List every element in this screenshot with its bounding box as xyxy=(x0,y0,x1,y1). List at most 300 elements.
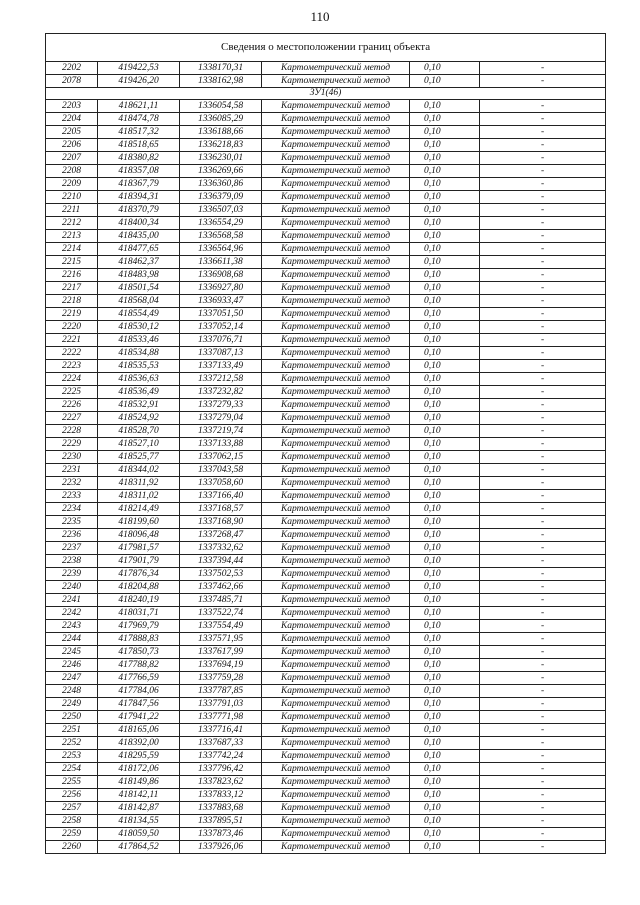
coordinate-y: 1337687,33 xyxy=(180,737,262,750)
point-number: 2223 xyxy=(46,360,98,373)
accuracy-cell: 0,10 xyxy=(410,581,480,594)
method-cell: Картометрический метод xyxy=(262,516,410,529)
table-title-row xyxy=(46,34,606,62)
table-row xyxy=(46,568,606,581)
note-cell: - xyxy=(480,815,606,828)
accuracy-cell: 0,10 xyxy=(410,165,480,178)
coordinate-y: 1337043,58 xyxy=(180,464,262,477)
coordinate-y: 1337168,90 xyxy=(180,516,262,529)
point-number: 2258 xyxy=(46,815,98,828)
note-cell: - xyxy=(480,438,606,451)
table-title: Сведения о местоположении границ объекта xyxy=(46,34,606,62)
coordinate-x: 418528,70 xyxy=(98,425,180,438)
coordinate-y: 1337462,66 xyxy=(180,581,262,594)
table-row xyxy=(46,139,606,152)
method-cell: Картометрический метод xyxy=(262,204,410,217)
point-number: 2236 xyxy=(46,529,98,542)
table-row xyxy=(46,438,606,451)
coordinate-y: 1338162,98 xyxy=(180,75,262,88)
point-number: 2219 xyxy=(46,308,98,321)
coordinate-y: 1337791,03 xyxy=(180,698,262,711)
coordinate-x: 418165,06 xyxy=(98,724,180,737)
note-cell: - xyxy=(480,425,606,438)
point-number: 2251 xyxy=(46,724,98,737)
point-number: 2212 xyxy=(46,217,98,230)
point-number: 2247 xyxy=(46,672,98,685)
accuracy-cell: 0,10 xyxy=(410,633,480,646)
coordinate-x: 418134,55 xyxy=(98,815,180,828)
coordinate-y: 1337873,46 xyxy=(180,828,262,841)
coordinate-y: 1336568,58 xyxy=(180,230,262,243)
accuracy-cell: 0,10 xyxy=(410,620,480,633)
method-cell: Картометрический метод xyxy=(262,698,410,711)
point-number: 2257 xyxy=(46,802,98,815)
point-number: 2207 xyxy=(46,152,98,165)
coordinate-y: 1336230,01 xyxy=(180,152,262,165)
coordinate-x: 417864,52 xyxy=(98,841,180,854)
note-cell: - xyxy=(480,802,606,815)
method-cell: Картометрический метод xyxy=(262,75,410,88)
coordinate-y: 1336188,66 xyxy=(180,126,262,139)
table-row xyxy=(46,126,606,139)
accuracy-cell: 0,10 xyxy=(410,841,480,854)
coordinate-y: 1337051,50 xyxy=(180,308,262,321)
coordinate-x: 418530,12 xyxy=(98,321,180,334)
coordinate-y: 1336507,03 xyxy=(180,204,262,217)
note-cell: - xyxy=(480,139,606,152)
boundary-table xyxy=(45,33,606,854)
accuracy-cell: 0,10 xyxy=(410,451,480,464)
coordinate-y: 1336927,80 xyxy=(180,282,262,295)
coordinate-x: 418621,11 xyxy=(98,100,180,113)
note-cell: - xyxy=(480,191,606,204)
accuracy-cell: 0,10 xyxy=(410,126,480,139)
coordinate-x: 417969,79 xyxy=(98,620,180,633)
point-number: 2249 xyxy=(46,698,98,711)
coordinate-y: 1337133,49 xyxy=(180,360,262,373)
point-number: 2259 xyxy=(46,828,98,841)
point-number: 2205 xyxy=(46,126,98,139)
accuracy-cell: 0,10 xyxy=(410,789,480,802)
table-row xyxy=(46,347,606,360)
note-cell: - xyxy=(480,490,606,503)
coordinate-y: 1337771,98 xyxy=(180,711,262,724)
coordinate-x: 418474,78 xyxy=(98,113,180,126)
table-row xyxy=(46,451,606,464)
coordinate-y: 1336054,58 xyxy=(180,100,262,113)
coordinate-y: 1337571,95 xyxy=(180,633,262,646)
method-cell: Картометрический метод xyxy=(262,776,410,789)
coordinate-x: 418525,77 xyxy=(98,451,180,464)
coordinate-x: 418501,54 xyxy=(98,282,180,295)
coordinate-x: 418295,59 xyxy=(98,750,180,763)
coordinate-x: 418199,60 xyxy=(98,516,180,529)
accuracy-cell: 0,10 xyxy=(410,815,480,828)
coordinate-x: 418142,87 xyxy=(98,802,180,815)
note-cell: - xyxy=(480,152,606,165)
accuracy-cell: 0,10 xyxy=(410,542,480,555)
coordinate-x: 418370,79 xyxy=(98,204,180,217)
table-row xyxy=(46,815,606,828)
accuracy-cell: 0,10 xyxy=(410,230,480,243)
coordinate-y: 1337168,57 xyxy=(180,503,262,516)
note-cell: - xyxy=(480,204,606,217)
table-row xyxy=(46,321,606,334)
method-cell: Картометрический метод xyxy=(262,451,410,464)
coordinate-y: 1337796,42 xyxy=(180,763,262,776)
coordinate-x: 418059,50 xyxy=(98,828,180,841)
method-cell: Картометрический метод xyxy=(262,490,410,503)
method-cell: Картометрический метод xyxy=(262,646,410,659)
note-cell: - xyxy=(480,113,606,126)
note-cell: - xyxy=(480,334,606,347)
table-row xyxy=(46,542,606,555)
note-cell: - xyxy=(480,321,606,334)
table-row xyxy=(46,607,606,620)
coordinate-x: 418527,10 xyxy=(98,438,180,451)
point-number: 2239 xyxy=(46,568,98,581)
coordinate-y: 1337058,60 xyxy=(180,477,262,490)
table-row xyxy=(46,841,606,854)
accuracy-cell: 0,10 xyxy=(410,750,480,763)
coordinate-y: 1337133,88 xyxy=(180,438,262,451)
table-row xyxy=(46,672,606,685)
coordinate-x: 418534,88 xyxy=(98,347,180,360)
point-number: 2210 xyxy=(46,191,98,204)
table-row xyxy=(46,217,606,230)
coordinate-x: 418357,08 xyxy=(98,165,180,178)
accuracy-cell: 0,10 xyxy=(410,373,480,386)
point-number: 2252 xyxy=(46,737,98,750)
accuracy-cell: 0,10 xyxy=(410,217,480,230)
note-cell: - xyxy=(480,789,606,802)
accuracy-cell: 0,10 xyxy=(410,646,480,659)
note-cell: - xyxy=(480,776,606,789)
note-cell: - xyxy=(480,347,606,360)
table-row xyxy=(46,256,606,269)
table-row xyxy=(46,737,606,750)
coordinate-x: 419422,53 xyxy=(98,62,180,75)
section-row xyxy=(46,88,606,100)
note-cell: - xyxy=(480,529,606,542)
accuracy-cell: 0,10 xyxy=(410,490,480,503)
point-number: 2227 xyxy=(46,412,98,425)
coordinate-y: 1337883,68 xyxy=(180,802,262,815)
table-row xyxy=(46,282,606,295)
coordinate-y: 1337166,40 xyxy=(180,490,262,503)
coordinate-y: 1336611,38 xyxy=(180,256,262,269)
accuracy-cell: 0,10 xyxy=(410,776,480,789)
note-cell: - xyxy=(480,178,606,191)
table-row xyxy=(46,295,606,308)
point-number: 2224 xyxy=(46,373,98,386)
coordinate-x: 418344,02 xyxy=(98,464,180,477)
method-cell: Картометрический метод xyxy=(262,230,410,243)
table-row xyxy=(46,724,606,737)
note-cell: - xyxy=(480,516,606,529)
point-number: 2235 xyxy=(46,516,98,529)
table-row xyxy=(46,516,606,529)
method-cell: Картометрический метод xyxy=(262,672,410,685)
method-cell: Картометрический метод xyxy=(262,412,410,425)
coordinate-y: 1336379,09 xyxy=(180,191,262,204)
point-number: 2243 xyxy=(46,620,98,633)
section-label: ЗУ1(46) xyxy=(46,88,606,100)
method-cell: Картометрический метод xyxy=(262,438,410,451)
table-row xyxy=(46,152,606,165)
note-cell: - xyxy=(480,75,606,88)
coordinate-x: 418435,00 xyxy=(98,230,180,243)
note-cell: - xyxy=(480,295,606,308)
method-cell: Картометрический метод xyxy=(262,399,410,412)
accuracy-cell: 0,10 xyxy=(410,503,480,516)
coordinate-y: 1336933,47 xyxy=(180,295,262,308)
point-number: 2211 xyxy=(46,204,98,217)
accuracy-cell: 0,10 xyxy=(410,802,480,815)
coordinate-y: 1336564,96 xyxy=(180,243,262,256)
coordinate-y: 1337742,24 xyxy=(180,750,262,763)
method-cell: Картометрический метод xyxy=(262,763,410,776)
table-row xyxy=(46,503,606,516)
accuracy-cell: 0,10 xyxy=(410,607,480,620)
note-cell: - xyxy=(480,412,606,425)
note-cell: - xyxy=(480,360,606,373)
table-row xyxy=(46,750,606,763)
coordinate-y: 1337617,99 xyxy=(180,646,262,659)
point-number: 2218 xyxy=(46,295,98,308)
note-cell: - xyxy=(480,685,606,698)
table-row xyxy=(46,659,606,672)
coordinate-x: 418517,32 xyxy=(98,126,180,139)
table-row xyxy=(46,698,606,711)
note-cell: - xyxy=(480,828,606,841)
coordinate-y: 1337895,51 xyxy=(180,815,262,828)
accuracy-cell: 0,10 xyxy=(410,477,480,490)
point-number: 2203 xyxy=(46,100,98,113)
coordinate-x: 418462,37 xyxy=(98,256,180,269)
method-cell: Картометрический метод xyxy=(262,62,410,75)
accuracy-cell: 0,10 xyxy=(410,828,480,841)
table-row xyxy=(46,776,606,789)
method-cell: Картометрический метод xyxy=(262,633,410,646)
note-cell: - xyxy=(480,308,606,321)
method-cell: Картометрический метод xyxy=(262,789,410,802)
table-row xyxy=(46,555,606,568)
method-cell: Картометрический метод xyxy=(262,139,410,152)
point-number: 2238 xyxy=(46,555,98,568)
table-row xyxy=(46,802,606,815)
method-cell: Картометрический метод xyxy=(262,321,410,334)
note-cell: - xyxy=(480,659,606,672)
point-number: 2230 xyxy=(46,451,98,464)
method-cell: Картометрический метод xyxy=(262,555,410,568)
method-cell: Картометрический метод xyxy=(262,100,410,113)
point-number: 2221 xyxy=(46,334,98,347)
table-row xyxy=(46,308,606,321)
method-cell: Картометрический метод xyxy=(262,425,410,438)
point-number: 2214 xyxy=(46,243,98,256)
coordinate-y: 1337554,49 xyxy=(180,620,262,633)
method-cell: Картометрический метод xyxy=(262,529,410,542)
point-number: 2220 xyxy=(46,321,98,334)
table-row xyxy=(46,412,606,425)
point-number: 2209 xyxy=(46,178,98,191)
accuracy-cell: 0,10 xyxy=(410,555,480,568)
table-row xyxy=(46,165,606,178)
accuracy-cell: 0,10 xyxy=(410,62,480,75)
method-cell: Картометрический метод xyxy=(262,165,410,178)
point-number: 2242 xyxy=(46,607,98,620)
note-cell: - xyxy=(480,646,606,659)
method-cell: Картометрический метод xyxy=(262,659,410,672)
coordinate-y: 1336269,66 xyxy=(180,165,262,178)
method-cell: Картометрический метод xyxy=(262,828,410,841)
coordinate-x: 418096,48 xyxy=(98,529,180,542)
point-number: 2260 xyxy=(46,841,98,854)
coordinate-x: 418380,82 xyxy=(98,152,180,165)
coordinate-x: 418483,98 xyxy=(98,269,180,282)
point-number: 2240 xyxy=(46,581,98,594)
note-cell: - xyxy=(480,607,606,620)
point-number: 2255 xyxy=(46,776,98,789)
coordinate-y: 1337394,44 xyxy=(180,555,262,568)
point-number: 2233 xyxy=(46,490,98,503)
point-number: 2246 xyxy=(46,659,98,672)
method-cell: Картометрический метод xyxy=(262,282,410,295)
table-row xyxy=(46,633,606,646)
point-number: 2213 xyxy=(46,230,98,243)
coordinate-y: 1337268,47 xyxy=(180,529,262,542)
table-row xyxy=(46,269,606,282)
note-cell: - xyxy=(480,568,606,581)
point-number: 2244 xyxy=(46,633,98,646)
note-cell: - xyxy=(480,373,606,386)
coordinate-x: 418031,71 xyxy=(98,607,180,620)
coordinate-x: 417888,83 xyxy=(98,633,180,646)
point-number: 2222 xyxy=(46,347,98,360)
accuracy-cell: 0,10 xyxy=(410,308,480,321)
table-row xyxy=(46,373,606,386)
method-cell: Картометрический метод xyxy=(262,269,410,282)
note-cell: - xyxy=(480,399,606,412)
accuracy-cell: 0,10 xyxy=(410,568,480,581)
method-cell: Картометрический метод xyxy=(262,750,410,763)
accuracy-cell: 0,10 xyxy=(410,113,480,126)
coordinate-y: 1337332,62 xyxy=(180,542,262,555)
point-number: 2078 xyxy=(46,75,98,88)
accuracy-cell: 0,10 xyxy=(410,321,480,334)
method-cell: Картометрический метод xyxy=(262,724,410,737)
accuracy-cell: 0,10 xyxy=(410,594,480,607)
method-cell: Картометрический метод xyxy=(262,815,410,828)
table-row xyxy=(46,334,606,347)
coordinate-x: 418204,88 xyxy=(98,581,180,594)
accuracy-cell: 0,10 xyxy=(410,672,480,685)
accuracy-cell: 0,10 xyxy=(410,516,480,529)
method-cell: Картометрический метод xyxy=(262,568,410,581)
table-row xyxy=(46,191,606,204)
note-cell: - xyxy=(480,555,606,568)
note-cell: - xyxy=(480,542,606,555)
note-cell: - xyxy=(480,633,606,646)
coordinate-x: 418533,46 xyxy=(98,334,180,347)
point-number: 2245 xyxy=(46,646,98,659)
accuracy-cell: 0,10 xyxy=(410,659,480,672)
accuracy-cell: 0,10 xyxy=(410,269,480,282)
table-row xyxy=(46,646,606,659)
point-number: 2206 xyxy=(46,139,98,152)
note-cell: - xyxy=(480,100,606,113)
method-cell: Картометрический метод xyxy=(262,685,410,698)
table-row xyxy=(46,464,606,477)
method-cell: Картометрический метод xyxy=(262,737,410,750)
table-row xyxy=(46,763,606,776)
method-cell: Картометрический метод xyxy=(262,113,410,126)
accuracy-cell: 0,10 xyxy=(410,724,480,737)
point-number: 2215 xyxy=(46,256,98,269)
accuracy-cell: 0,10 xyxy=(410,191,480,204)
coordinate-x: 418477,65 xyxy=(98,243,180,256)
accuracy-cell: 0,10 xyxy=(410,711,480,724)
coordinate-x: 417876,34 xyxy=(98,568,180,581)
method-cell: Картометрический метод xyxy=(262,243,410,256)
coordinate-y: 1336218,83 xyxy=(180,139,262,152)
accuracy-cell: 0,10 xyxy=(410,698,480,711)
coordinate-y: 1336085,29 xyxy=(180,113,262,126)
accuracy-cell: 0,10 xyxy=(410,529,480,542)
coordinate-y: 1337694,19 xyxy=(180,659,262,672)
accuracy-cell: 0,10 xyxy=(410,685,480,698)
coordinate-y: 1337522,74 xyxy=(180,607,262,620)
note-cell: - xyxy=(480,581,606,594)
note-cell: - xyxy=(480,503,606,516)
coordinate-y: 1337759,28 xyxy=(180,672,262,685)
method-cell: Картометрический метод xyxy=(262,308,410,321)
coordinate-y: 1337279,33 xyxy=(180,399,262,412)
accuracy-cell: 0,10 xyxy=(410,178,480,191)
method-cell: Картометрический метод xyxy=(262,542,410,555)
point-number: 2253 xyxy=(46,750,98,763)
accuracy-cell: 0,10 xyxy=(410,412,480,425)
method-cell: Картометрический метод xyxy=(262,295,410,308)
point-number: 2216 xyxy=(46,269,98,282)
method-cell: Картометрический метод xyxy=(262,386,410,399)
coordinate-x: 418311,92 xyxy=(98,477,180,490)
method-cell: Картометрический метод xyxy=(262,334,410,347)
point-number: 2237 xyxy=(46,542,98,555)
table-row xyxy=(46,113,606,126)
point-number: 2254 xyxy=(46,763,98,776)
coordinate-x: 419426,20 xyxy=(98,75,180,88)
coordinate-y: 1336360,86 xyxy=(180,178,262,191)
coordinate-y: 1337062,15 xyxy=(180,451,262,464)
accuracy-cell: 0,10 xyxy=(410,737,480,750)
table-row xyxy=(46,828,606,841)
note-cell: - xyxy=(480,477,606,490)
coordinate-x: 418554,49 xyxy=(98,308,180,321)
point-number: 2248 xyxy=(46,685,98,698)
table-row xyxy=(46,490,606,503)
accuracy-cell: 0,10 xyxy=(410,399,480,412)
accuracy-cell: 0,10 xyxy=(410,100,480,113)
note-cell: - xyxy=(480,165,606,178)
coordinate-x: 418149,86 xyxy=(98,776,180,789)
coordinate-y: 1337052,14 xyxy=(180,321,262,334)
table-row xyxy=(46,789,606,802)
method-cell: Картометрический метод xyxy=(262,594,410,607)
accuracy-cell: 0,10 xyxy=(410,282,480,295)
accuracy-cell: 0,10 xyxy=(410,75,480,88)
